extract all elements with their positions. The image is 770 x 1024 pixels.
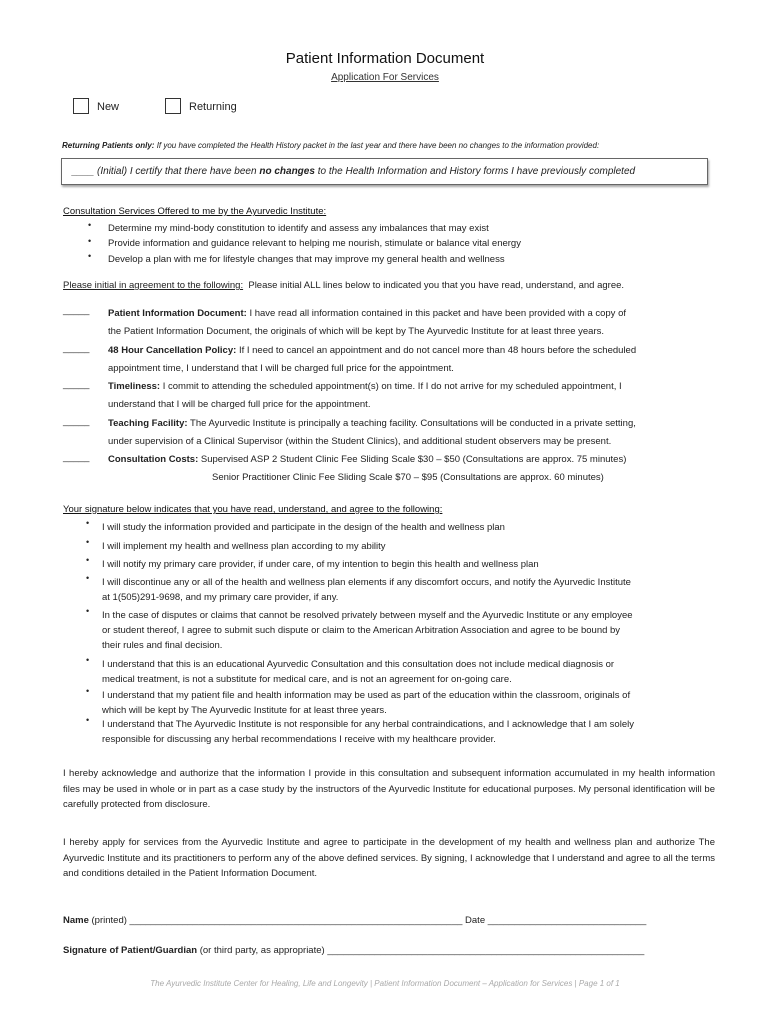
bullet: • [86,573,90,583]
signature-input-line[interactable]: ____________________________________________________________ [327,945,645,956]
initial-item-line1 [108,343,636,358]
signature-hint: (or third party, as appropriate) [199,945,325,956]
bullet: • [88,236,92,246]
bullet: • [88,251,92,261]
certify-bold: no changes [259,166,315,177]
initial-item-title: Patient Information Document: [108,308,247,319]
returning-note-bold: Returning Patients only: [62,141,155,150]
signature-agreement-item: their rules and final decision. [102,640,223,651]
signature-agreement-item: or student thereof, I agree to submit such dispute or claim to the American Arbitration Association and agree to be bound by [102,625,621,636]
certify-initial: ____ (Initial) [72,166,128,177]
returning-note [62,141,722,150]
consultation-item: Determine my mind-body constitution to identify and assess any imbalances that may exist [108,223,489,234]
initials-heading-rest: Please initial ALL lines below to indicated you that you have read, understand, and agree. [248,280,625,291]
returning-note-text: If you have completed the Health History packet in the last year and there have been no changes to the information provided: [156,141,600,150]
bullet: • [86,606,90,616]
initials-heading: Please initial in agreement to the following: [63,280,244,291]
initial-item-text: I commit to attending the scheduled appointment(s) on time. If I do not arrive for my scheduled appointment, I [162,381,622,392]
date-input-line[interactable]: ______________________________ [487,915,647,926]
initial-item-line1 [108,306,626,321]
signature-agreement-item: at 1(505)291-9698, and my primary care provider, if any. [102,592,339,603]
initial-item-line2: under supervision of a Clinical Supervisor (within the Student Clinics), and additional student observers may be present. [108,436,612,447]
initial-item-title: Timeliness: [108,381,161,392]
signature-agreement-item: medical treatment, is not a substitute for medical care, and is not an agreement for on-going care. [102,674,512,685]
initial-item-title: Consultation Costs: [108,454,199,465]
returning-checkbox[interactable] [165,98,181,114]
apply-paragraph: I hereby apply for services from the Ayurvedic Institute and agree to participate in the development of my health and wellness plan and authorize The Ayurvedic Institute and its practitioners to perform any of the above defined services. By signing, I acknowledge that I understand and agree to all the terms and conditions detailed in the Patient Information Document. [63,837,715,879]
certify-text-1: I certify that there have been [129,166,257,177]
signature-agreement-item: I understand that this is an educational Ayurvedic Consultation and this consultation does not include medical diagnosis or [102,659,615,670]
signature-agreement-item: I will notify my primary care provider, if under care, of my intention to begin this health and wellness plan [102,559,539,570]
signature-agreement-item: responsible for discussing any herbal recommendations I receive with my healthcare provider. [102,734,496,745]
new-label: New [97,101,120,113]
signature-agreement-item: I will study the information provided and participate in the design of the health and wellness plan [102,522,505,533]
certify-text-2: to the Health Information and History forms I have previously completed [317,166,636,177]
initial-blank[interactable]: _____ [63,305,90,316]
returning-label: Returning [189,101,237,113]
signature-agreement-item: I will discontinue any or all of the health and wellness plan elements if any discomfort occurs, and notify the Ayurvedic Institute [102,577,631,588]
initial-blank[interactable]: _____ [63,379,90,390]
page-footer: The Ayurvedic Institute Center for Healing, Life and Longevity | Patient Information Document – Application for Services | Page 1 of 1 [150,979,620,988]
initial-item-line2: Senior Practitioner Clinic Fee Sliding Scale $70 – $95 (Consultations are approx. 60 minutes) [212,472,604,483]
signature-agreement-item: I understand that The Ayurvedic Institute is not responsible for any herbal contraindications, and I acknowledge that I am solely [102,719,634,730]
initial-item-line1 [108,452,626,467]
consultation-item: Develop a plan with me for lifestyle changes that may improve my general health and wellness [108,254,505,265]
signature-agreement-item: I understand that my patient file and health information may be used as part of the education within the classroom, originals of [102,690,631,701]
bullet: • [86,518,90,528]
signature-agreement-item: In the case of disputes or claims that cannot be resolved privately between myself and the Ayurvedic Institute or any employee [102,610,633,621]
initial-item-line2: understand that I will be charged full price for the appointment. [108,399,371,410]
name-field-row [63,913,646,928]
name-input-line[interactable]: _______________________________________________________________ [129,915,463,926]
bullet: • [88,220,92,230]
bullet: • [86,686,90,696]
signature-field-row [63,943,644,958]
acknowledge-paragraph: I hereby acknowledge and authorize that the information I provide in this consultation and subsequent information accumulated in my health information files may be used in whole or in part as a case study by the instructors of the Ayurvedic Institute for educational purposes. My personal identification will be carefully protected from disclosure. [63,768,715,810]
signature-agreement-item: which will be kept by The Ayurvedic Institute for at least three years. [102,705,387,716]
page-title: Patient Information Document [285,50,485,67]
bullet: • [86,537,90,547]
initials-heading-row [63,278,624,293]
initial-item-line2: the Patient Information Document, the originals of which will be kept by The Ayurvedic Institute for at least three years. [108,326,605,337]
name-hint: (printed) [91,915,127,926]
bullet: • [86,555,90,565]
initial-blank[interactable]: _____ [63,452,90,463]
initial-item-text: I have read all information contained in this packet and have been provided with a copy of [249,308,626,319]
initial-item-text: The Ayurvedic Institute is principally a teaching facility. Consultations will be conducted in a private setting, [190,418,636,429]
initial-blank[interactable]: _____ [63,416,90,427]
date-label: Date [465,915,486,926]
consultation-heading: Consultation Services Offered to me by the Ayurvedic Institute: [63,206,327,217]
initial-item-title: Teaching Facility: [108,418,188,429]
consultation-item: Provide information and guidance relevant to helping me nourish, stimulate or balance vital energy [108,238,521,249]
signature-label: Signature of Patient/Guardian [63,945,198,956]
initial-blank[interactable]: _____ [63,343,90,354]
initial-item-title: 48 Hour Cancellation Policy: [108,345,237,356]
signature-agreement-item: I will implement my health and wellness plan according to my ability [102,541,386,552]
bullet: • [86,715,90,725]
initial-item-line1 [108,416,636,431]
initial-item-line1 [108,379,622,394]
initial-item-text: Supervised ASP 2 Student Clinic Fee Sliding Scale $30 – $50 (Consultations are approx. 75 minutes) [200,454,627,465]
page-subtitle: Application For Services [331,72,439,83]
bullet: • [86,655,90,665]
initial-item-text: If I need to cancel an appointment and do not cancel more than 48 hours before the scheduled [238,345,637,356]
name-label: Name [63,915,89,926]
initial-item-line2: appointment time, I understand that I will be charged full price for the appointment. [108,363,454,374]
signature-section-heading: Your signature below indicates that you have read, understand, and agree to the following: [63,504,443,515]
certify-box[interactable] [61,158,708,185]
new-checkbox[interactable] [73,98,89,114]
